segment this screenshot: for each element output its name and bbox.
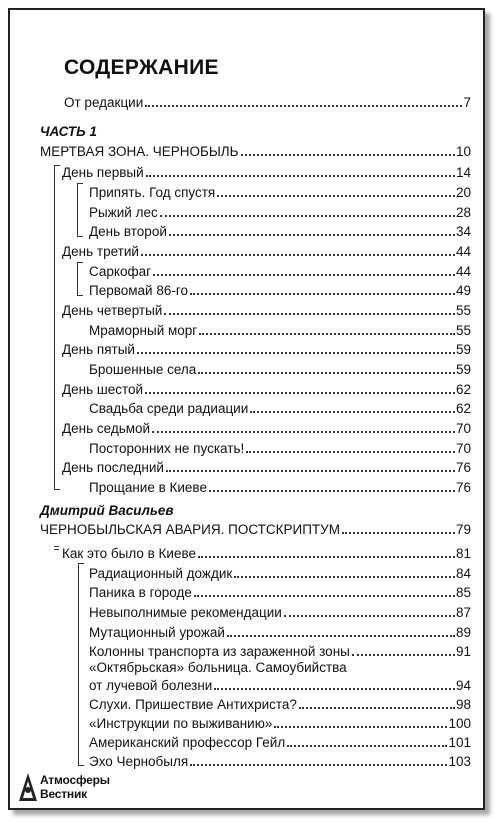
entry-page: 85: [455, 585, 471, 600]
toc-entry: [62, 379, 471, 398]
entry-title: Как это было в Киеве: [62, 546, 196, 561]
toc-entry: [89, 622, 471, 641]
entry-title: День первый: [62, 165, 144, 180]
entry-title: Рыжий лес: [89, 205, 158, 220]
entry-page: 28: [455, 205, 471, 220]
entry-page: 59: [455, 342, 471, 357]
toc-entry: [62, 241, 471, 260]
logo-mark-icon: [18, 772, 38, 802]
entry-page: 49: [455, 283, 471, 298]
entry-title: Свадьба среди радиации: [89, 401, 249, 416]
dot-leader: [209, 490, 455, 492]
entry-page: 81: [455, 546, 471, 561]
dot-leader: [241, 154, 455, 156]
entry-page: 55: [455, 323, 471, 338]
entry-page: 62: [455, 382, 471, 397]
entry-title: от лучевой болезни: [89, 678, 213, 693]
day1-bracket: [77, 183, 78, 237]
entry-page: 59: [455, 362, 471, 377]
entry-page: 76: [455, 480, 471, 495]
entry-page: 14: [455, 165, 471, 180]
entry-page: 10: [455, 144, 471, 159]
toc-entry: [89, 477, 471, 496]
entry-title: От редакции: [64, 95, 144, 110]
part2-bracket: [78, 563, 79, 766]
entry-page: 55: [455, 303, 471, 318]
dot-leader: [153, 274, 455, 276]
toc-entry-intro: [64, 92, 471, 111]
toc-entry: [89, 202, 471, 221]
entry-title: Невыполнимые рекомендации: [89, 605, 282, 620]
entry-page: 7: [463, 95, 471, 110]
dot-leader: [234, 576, 455, 578]
toc-entry-part1-heading: [40, 141, 471, 160]
entry-title: Паника в городе: [89, 585, 192, 600]
dot-leader: [145, 392, 455, 394]
part1-label: ЧАСТЬ 1: [40, 124, 97, 139]
toc-entry: [89, 280, 471, 299]
toc-entry: [89, 602, 471, 621]
entry-page: 89: [455, 625, 471, 640]
dot-leader: [166, 470, 455, 472]
dot-leader: [246, 451, 455, 453]
dot-leader: [227, 635, 455, 637]
toc-entry: [62, 418, 471, 437]
entry-page: 70: [455, 441, 471, 456]
entry-page: 20: [455, 185, 471, 200]
toc-entry: [89, 751, 471, 770]
entry-page: 101: [448, 735, 471, 750]
entry-title: День шестой: [62, 382, 144, 397]
toc-entry: [89, 732, 471, 751]
entry-page: 87: [455, 605, 471, 620]
entry-title: Колонны транспорта из зараженной зоны: [89, 644, 350, 659]
dot-leader: [160, 215, 455, 217]
entry-title: Первомай 86-го: [89, 283, 188, 298]
toc-entry: [89, 398, 471, 417]
entry-title: Радиационный дождик: [89, 566, 233, 581]
dot-leader: [299, 707, 455, 709]
dot-leader: [250, 411, 455, 413]
dot-leader: [274, 726, 447, 728]
toc-entry-part2-heading: [40, 519, 471, 538]
logo-line1: Атмосферы: [40, 773, 110, 787]
dot-leader: [141, 254, 455, 256]
part1-bracket: [54, 165, 55, 490]
toc-entry: [89, 221, 471, 240]
entry-title: ЧЕРНОБЫЛЬСКАЯ АВАРИЯ. ПОСТСКРИПТУМ: [40, 522, 340, 537]
entry-title: День четвертый: [62, 303, 163, 318]
entry-title: Саркофаг: [89, 264, 152, 279]
entry-page: 79: [455, 522, 471, 537]
dot-leader: [137, 352, 455, 354]
dot-leader: [169, 234, 455, 236]
entry-title: МЕРТВАЯ ЗОНА. ЧЕРНОБЫЛЬ: [40, 144, 239, 159]
entry-title: «Инструкции по выживанию»: [89, 716, 273, 731]
dot-leader: [217, 195, 455, 197]
toc-entry: [89, 563, 471, 582]
dot-leader: [198, 556, 455, 558]
dot-leader: [152, 431, 455, 433]
toc-entry: [89, 182, 471, 201]
entry-page: 70: [455, 421, 471, 436]
day3-bracket: [77, 262, 78, 296]
entry-page: 98: [455, 697, 471, 712]
entry-title: Эхо Чернобыля: [89, 754, 189, 769]
toc-entry: [89, 641, 471, 660]
dot-leader: [284, 615, 455, 617]
entry-title: Прощание в Киеве: [89, 480, 207, 495]
entry-page: 91: [455, 644, 471, 659]
toc-entry: [89, 438, 471, 457]
entry-title: День второй: [89, 224, 167, 239]
toc-entry: [89, 320, 471, 339]
entry-page: 34: [455, 224, 471, 239]
entry-title: День седьмой: [62, 421, 151, 436]
toc-entry: [89, 694, 471, 713]
dot-leader: [287, 745, 447, 747]
entry-page: 94: [455, 678, 471, 693]
entry-page: 76: [455, 460, 471, 475]
toc-entry: [62, 457, 471, 476]
dot-leader: [198, 372, 455, 374]
entry-page: 62: [455, 401, 471, 416]
dot-leader: [199, 333, 455, 335]
entry-title: День третий: [62, 244, 139, 259]
toc-entry: [89, 261, 471, 280]
entry-title: Слухи. Пришествие Антихриста?: [89, 697, 297, 712]
entry-page: 100: [448, 716, 471, 731]
dot-leader: [194, 595, 455, 597]
page-title: СОДЕРЖАНИЕ: [64, 56, 219, 79]
toc-entry: [89, 582, 471, 601]
dot-leader: [352, 654, 455, 656]
entry-title: День последний: [62, 460, 164, 475]
entry-title: Американский профессор Гейл: [89, 735, 286, 750]
entry-page: 44: [455, 244, 471, 259]
toc-entry: [62, 300, 471, 319]
dot-leader: [164, 313, 455, 315]
dot-leader: [214, 688, 455, 690]
entry-page: 84: [455, 566, 471, 581]
entry-title: Брошенные села: [89, 362, 197, 377]
entry-title: Мраморный морг: [89, 323, 198, 338]
dot-leader: [190, 764, 447, 766]
entry-title: Мутационный урожай: [89, 625, 225, 640]
toc-entry: [62, 339, 471, 358]
entry-title-line1: «Октябрьская» больница. Самоубийства: [89, 660, 347, 675]
toc-entry: [89, 359, 471, 378]
part2-author: Дмитрий Васильев: [40, 503, 174, 518]
logo-line2: Вестник: [40, 787, 87, 801]
entry-page: 44: [455, 264, 471, 279]
toc-entry: [89, 713, 471, 732]
entry-title: Припять. Год спустя: [89, 185, 216, 200]
dot-leader: [190, 293, 455, 295]
entry-title: День пятый: [62, 342, 135, 357]
toc-entry: [62, 162, 471, 181]
dot-leader: [342, 532, 455, 534]
entry-page: 103: [448, 754, 471, 769]
toc-entry: [62, 543, 471, 562]
toc-entry: [89, 675, 471, 694]
dot-leader: [146, 175, 455, 177]
dot-leader: [145, 105, 462, 107]
publisher-logo: [18, 770, 128, 804]
entry-title: Посторонних не пускать!: [89, 441, 245, 456]
